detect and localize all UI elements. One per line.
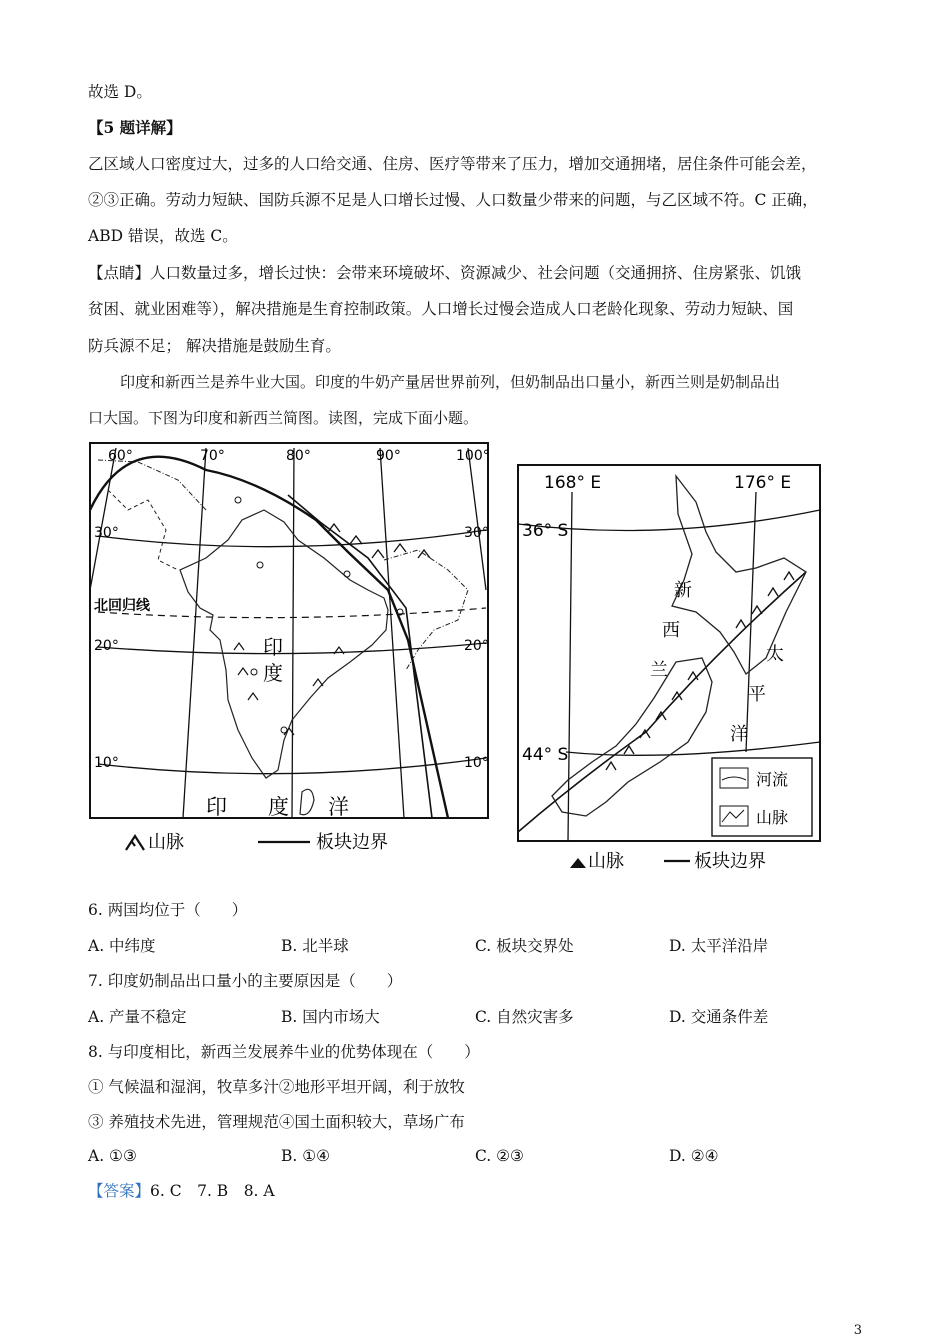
india-map — [88, 440, 492, 855]
q7-option: D. 交通条件差 — [669, 1008, 769, 1026]
answer-line — [88, 1181, 275, 1201]
q5-heading: 【5 题详解】 — [88, 118, 182, 137]
ocean-label: 印 — [206, 795, 227, 819]
lat-label: 30° — [94, 525, 119, 541]
q8-option: C. ②③ — [475, 1147, 524, 1165]
country-label: 度 — [263, 661, 283, 685]
lon-label: 60° — [108, 448, 133, 464]
q8-option: B. ①④ — [281, 1147, 331, 1165]
newzealand-map — [516, 462, 828, 880]
q7-stem: 7. 印度奶制品出口量小的主要原因是（ ） — [88, 972, 403, 990]
country-label: 新 — [674, 580, 692, 601]
intro-line: 口大国。下图为印度和新西兰简图。读图，完成下面小题。 — [88, 409, 479, 427]
q7-option: A. 产量不稳定 — [88, 1008, 187, 1026]
legend-label: 板块边界 — [316, 832, 388, 853]
answer-tag: 【答案】 — [88, 1182, 151, 1200]
lon-label: 100° — [456, 448, 490, 464]
ocean-label: 太 — [766, 644, 784, 665]
page-number: 3 — [853, 1323, 862, 1338]
legend-label: 山脉 — [588, 851, 624, 872]
legend-label: 板块边界 — [694, 851, 766, 872]
lat-label: 36° S — [522, 521, 569, 541]
q6-option: A. 中纬度 — [88, 937, 156, 955]
lat-label: 20° — [94, 638, 119, 654]
lon-label: 80° — [286, 448, 311, 464]
lon-label: 90° — [376, 448, 401, 464]
legend-label: 河流 — [756, 770, 789, 789]
tropic-label: 北回归线 — [94, 598, 150, 614]
q6-option: B. 北半球 — [281, 937, 349, 955]
lat-label: 10° — [464, 755, 489, 771]
lat-label: 20° — [464, 638, 489, 654]
q8-statement: ① 气候温和湿润，牧草多汁②地形平坦开阔，利于放牧 — [88, 1078, 465, 1096]
q8-stem: 8. 与印度相比，新西兰发展养牛业的优势体现在（ ） — [88, 1043, 480, 1061]
ocean-label: 洋 — [328, 795, 349, 819]
text-line: 防兵源不足； 解决措施是鼓励生育。 — [88, 337, 341, 355]
lat-label: 10° — [94, 755, 119, 771]
lon-label: 168° E — [544, 473, 602, 493]
country-label: 印 — [263, 635, 283, 659]
intro-line: 印度和新西兰是养牛业大国。印度的牛奶产量居世界前列，但奶制品出口量小，新西兰则是奶制品出 — [120, 373, 781, 391]
text-line: ABD 错误，故选 C。 — [88, 227, 238, 245]
text-line: 故选 D。 — [88, 83, 152, 101]
lon-label: 70° — [200, 448, 225, 464]
country-label: 西 — [662, 620, 680, 641]
q8-option: A. ①③ — [88, 1147, 137, 1165]
mountain-legend-icon — [126, 836, 144, 850]
country-label: 兰 — [650, 660, 668, 681]
q8-statement: ③ 养殖技术先进，管理规范④国土面积较大，草场广布 — [88, 1113, 465, 1131]
legend-label: 山脉 — [756, 808, 789, 827]
text-line: ②③正确。劳动力短缺、国防兵源不足是人口增长过慢、人口数量少带来的问题，与乙区域不符。C 正确， — [88, 191, 818, 209]
lat-label: 44° S — [522, 745, 569, 765]
answer-text: 6. C 7. B 8. A — [150, 1182, 275, 1200]
q8-option: D. ②④ — [669, 1147, 719, 1165]
lon-label: 176° E — [734, 473, 792, 493]
q7-option: B. 国内市场大 — [281, 1008, 380, 1026]
lat-label: 30° — [464, 525, 489, 541]
q7-option: C. 自然灾害多 — [475, 1008, 574, 1026]
text-line: 贫困、就业困难等），解决措施是生育控制政策。人口增长过慢会造成人口老龄化现象、劳动力短缺、国 — [88, 300, 794, 318]
ocean-label: 平 — [748, 684, 766, 705]
q6-option: C. 板块交界处 — [475, 937, 574, 955]
ocean-label: 洋 — [730, 724, 748, 745]
q6-stem: 6. 两国均位于（ ） — [88, 901, 248, 919]
text-line: 【点睛】人口数量过多，增长过快：会带来环境破坏、资源减少、社会问题（交通拥挤、住房紧张、饥饿 — [88, 264, 802, 282]
text-line: 乙区域人口密度过大，过多的人口给交通、住房、医疗等带来了压力，增加交通拥堵，居住条件可能会差， — [88, 155, 817, 173]
ocean-label: 度 — [268, 795, 289, 819]
mountain-legend-icon — [570, 858, 586, 868]
q6-option: D. 太平洋沿岸 — [669, 937, 769, 955]
legend-label: 山脉 — [148, 832, 184, 853]
